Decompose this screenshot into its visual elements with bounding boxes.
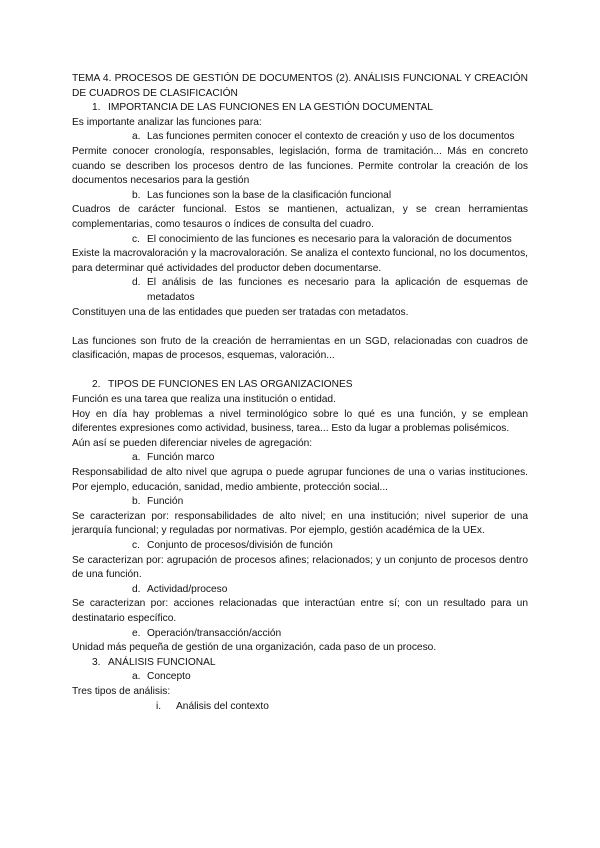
list-item-text: Las funciones son la base de la clasificación funcional — [147, 189, 392, 201]
list-item-text: Función — [147, 496, 184, 508]
paragraph: Función es una tarea que realiza una institución o entidad. — [72, 394, 336, 406]
paragraph: Responsabilidad de alto nivel que agrupa o puede agrupar funciones de una o varias instituciones. Por ejemplo, educación, sanidad, medio ambiente, protección social... — [72, 467, 528, 493]
list-item — [72, 583, 528, 598]
list-item-text: Las funciones permiten conocer el contexto de creación y uso de los documentos — [147, 131, 515, 143]
section-title: IMPORTANCIA DE LAS FUNCIONES EN LA GESTIÓN DOCUMENTAL — [108, 102, 433, 114]
list-item — [72, 670, 528, 685]
list-item — [72, 495, 528, 510]
list-marker: a. — [132, 131, 141, 143]
blank-line — [72, 320, 528, 335]
list-item-text: Actividad/proceso — [147, 583, 228, 595]
section-title: TIPOS DE FUNCIONES EN LAS ORGANIZACIONES — [108, 379, 353, 391]
section-heading-3 — [72, 656, 528, 671]
page-title: TEMA 4. PROCESOS DE GESTIÓN DE DOCUMENTOS (2). ANÁLISIS FUNCIONAL Y CREACIÓN DE CUADROS DE CLASIFICACIÓN — [72, 73, 528, 99]
section-heading-2 — [72, 378, 528, 393]
paragraph: Constituyen una de las entidades que pueden ser tratadas con metadatos. — [72, 306, 409, 318]
paragraph: Hoy en día hay problemas a nivel terminológico sobre lo qué es una función, y se emplean diferentes expresiones como actividad, business, tarea... Esto da lugar a problemas polisémicos. — [72, 408, 528, 435]
list-item-text: Análisis del contexto — [176, 700, 269, 712]
list-marker: b. — [132, 189, 141, 201]
list-marker: b. — [132, 496, 141, 508]
list-item-text: Conjunto de procesos/división de función — [147, 540, 333, 551]
list-item — [72, 700, 528, 715]
paragraph: Cuadros de carácter funcional. Estos se mantienen, actualizan, y se crean herramientas complementarias, como tesauros o índices de consulta del cuadro. — [72, 204, 528, 230]
blank-line — [72, 364, 528, 379]
paragraph: Se caracterizan por: agrupación de procesos afines; relacionados; y un conjunto de procesos dentro de una función. — [72, 554, 528, 581]
section-heading-1 — [72, 101, 528, 116]
list-item — [72, 276, 528, 305]
paragraph: Unidad más pequeña de gestión de una organización, cada paso de un proceso. — [72, 642, 437, 654]
paragraph: Se caracterizan por: acciones relacionadas que interactúan entre sí; con un resultado para un destinatario específico. — [72, 598, 528, 624]
list-marker: i. — [156, 700, 162, 712]
list-item — [72, 233, 528, 248]
list-marker: a. — [132, 671, 141, 683]
list-marker: d. — [132, 277, 141, 289]
list-item-text: Concepto — [147, 671, 191, 683]
paragraph: Tres tipos de análisis: — [72, 685, 171, 697]
list-item — [72, 627, 528, 642]
list-marker: a. — [132, 452, 141, 464]
paragraph: Existe la macrovaloración y la macrovaloración. Se analiza el contexto funcional, no los documentos, para determinar qué actividades del productor deben documentarse. — [72, 248, 528, 274]
list-item — [72, 130, 528, 145]
list-item — [72, 189, 528, 204]
list-marker: c. — [132, 233, 140, 245]
list-item-text: Función marco — [147, 452, 215, 464]
list-item-text: El análisis de las funciones es necesario para la aplicación de esquemas de metadatos — [147, 277, 528, 303]
list-item — [72, 451, 528, 466]
paragraph: Las funciones son fruto de la creación de herramientas en un SGD, relacionadas con cuadros de clasificación, mapas de procesos, esquemas, valoración... — [72, 335, 528, 362]
paragraph: Permite conocer cronología, responsables, legislación, forma de tramitación... Más en concreto cuando se describen los procesos dentro de las funciones. Permite controlar la creación de los documentos necesarios para la gestión — [72, 145, 528, 187]
document-page — [72, 72, 528, 714]
list-marker: d. — [132, 583, 141, 595]
paragraph: Se caracterizan por: responsabilidades de alto nivel; en una institución; nivel superior de una jerarquía funcional; y reguladas por normativas. Por ejemplo, gestión académica de la UEx. — [72, 510, 528, 537]
list-marker: e. — [132, 627, 141, 639]
list-item-text: El conocimiento de las funciones es necesario para la valoración de documentos — [147, 233, 512, 245]
section-title: ANÁLISIS FUNCIONAL — [108, 656, 216, 668]
list-marker: c. — [132, 540, 140, 551]
section-number: 3. — [92, 656, 101, 668]
section-number: 2. — [92, 379, 101, 391]
paragraph: Aún así se pueden diferenciar niveles de agregación: — [72, 437, 313, 449]
list-item-text: Operación/transacción/acción — [147, 627, 282, 639]
paragraph: Es importante analizar las funciones para: — [72, 116, 262, 128]
list-item — [72, 539, 528, 554]
section-number: 1. — [92, 102, 101, 114]
